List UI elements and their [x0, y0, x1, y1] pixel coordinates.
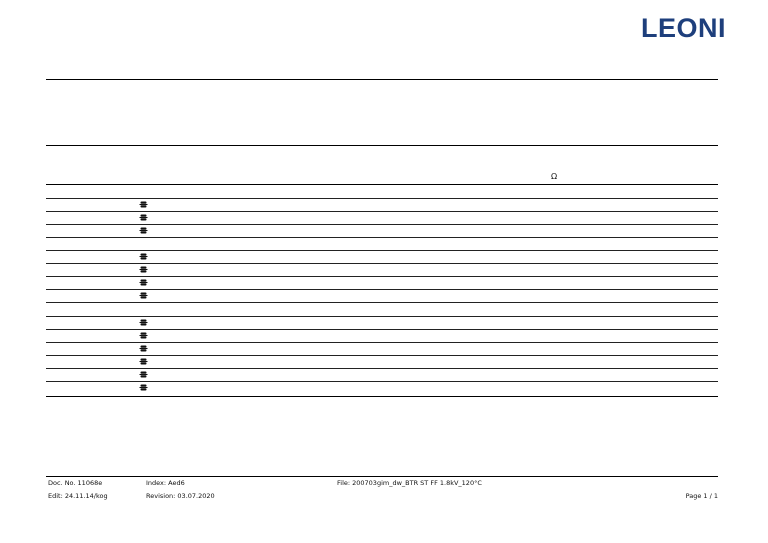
cable-glyph-icon — [139, 201, 148, 208]
table-row-line — [46, 237, 718, 238]
table-row-line — [46, 316, 718, 317]
page-number: Page 1 / 1 — [685, 492, 718, 500]
table-row-line — [46, 368, 718, 369]
doc-number: Doc. No. 11068e — [48, 479, 103, 487]
leoni-logo: LEONI — [640, 13, 726, 43]
cable-glyph-icon — [139, 253, 148, 260]
table-row-line — [46, 329, 718, 330]
cable-glyph-icon — [139, 384, 148, 391]
ohm-symbol: Ω — [551, 172, 558, 181]
footer-divider — [46, 476, 718, 477]
table-bottom-line — [46, 396, 718, 397]
revision-date: Revision: 03.07.2020 — [146, 492, 215, 500]
table-row-line — [46, 355, 718, 356]
table-row-line — [46, 276, 718, 277]
table-row-line — [46, 263, 718, 264]
cable-glyph-icon — [139, 227, 148, 234]
table-row-line — [46, 302, 718, 303]
table-row-line — [46, 224, 718, 225]
cable-glyph-icon — [139, 266, 148, 273]
file-name: File: 200703gim_dw_BTR ST FF 1.8kV_120°C — [337, 479, 482, 487]
section-divider — [46, 145, 718, 146]
table-row-line — [46, 198, 718, 199]
cable-glyph-icon — [139, 292, 148, 299]
cable-glyph-icon — [139, 358, 148, 365]
table-header-line — [46, 184, 718, 185]
table-row-line — [46, 211, 718, 212]
table-row-line — [46, 250, 718, 251]
edit-date: Edit: 24.11.14/kog — [48, 492, 108, 500]
cable-glyph-icon — [139, 214, 148, 221]
cable-glyph-icon — [139, 345, 148, 352]
table-row-line — [46, 289, 718, 290]
cable-glyph-icon — [139, 319, 148, 326]
cable-glyph-icon — [139, 279, 148, 286]
table-row-line — [46, 381, 718, 382]
index-label: Index: Aed6 — [146, 479, 185, 487]
header-divider — [46, 79, 718, 80]
table-row-line — [46, 342, 718, 343]
cable-glyph-icon — [139, 332, 148, 339]
cable-glyph-icon — [139, 371, 148, 378]
